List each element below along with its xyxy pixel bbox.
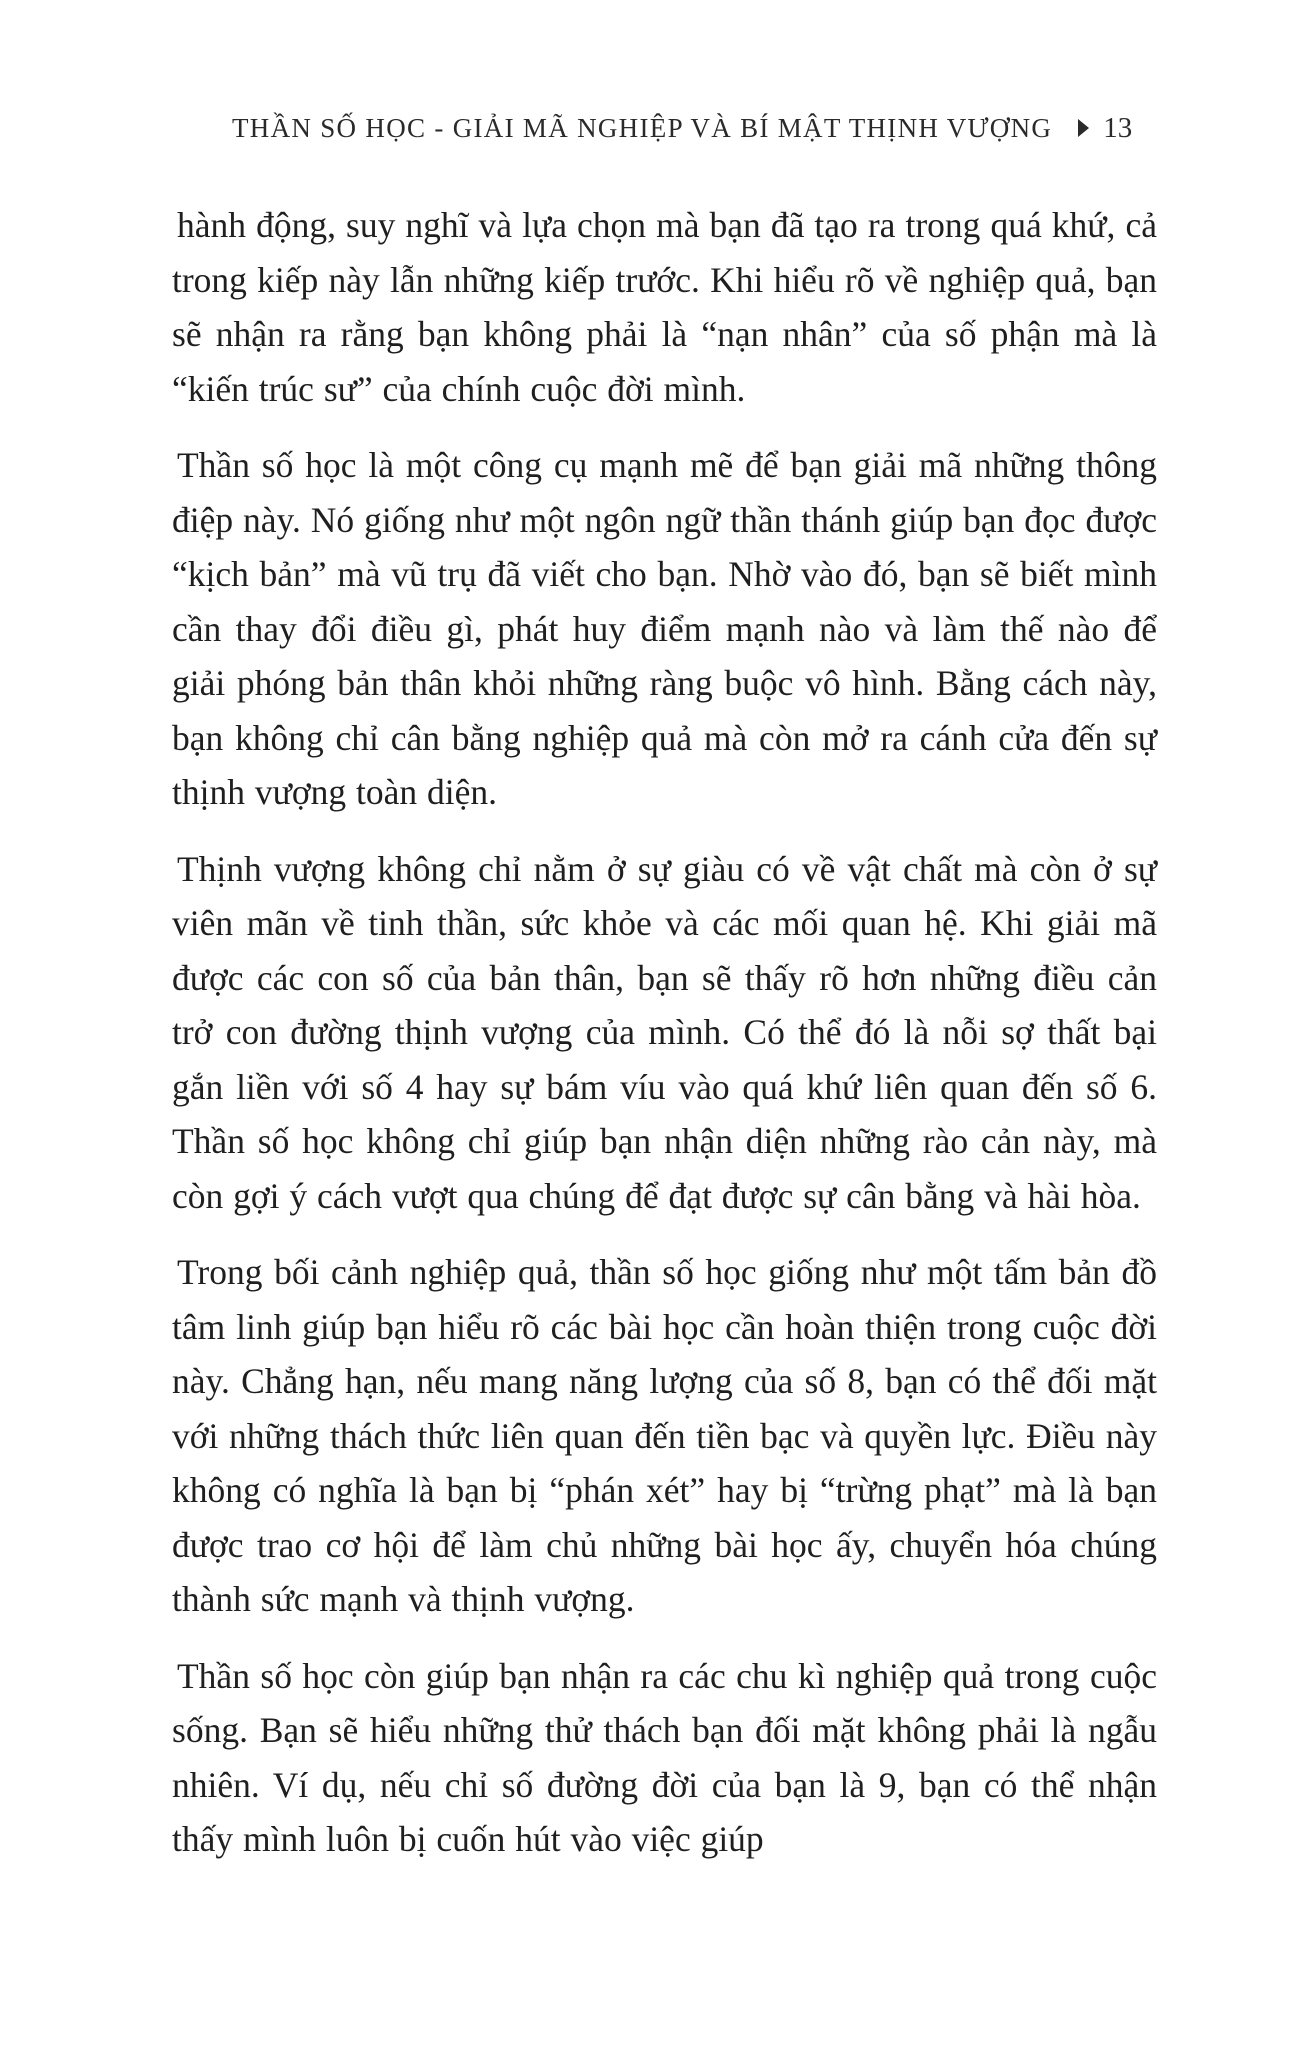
running-header-title: THẦN SỐ HỌC - GIẢI MÃ NGHIỆP VÀ BÍ MẬT THỊNH VƯỢNG — [232, 112, 1053, 143]
paragraph-4: Trong bối cảnh nghiệp quả, thần số học giống như một tấm bản đồ tâm linh giúp bạn hiểu rõ các bài học cần hoàn thiện trong cuộc đời này. Chẳng hạn, nếu mang năng lượng của số 8, bạn có thể đối mặt với những thách thức liên quan đến tiền bạc và quyền lực. Điều này không có nghĩa là bạn bị “phán xét” hay bị “trừng phạt” mà là bạn được trao cơ hội để làm chủ những bài học ấy, chuyển hóa chúng thành sức mạnh và thịnh vượng. — [172, 1252, 1157, 1619]
paragraph-1: hành động, suy nghĩ và lựa chọn mà bạn đã tạo ra trong quá khứ, cả trong kiếp này lẫn những kiếp trước. Khi hiểu rõ về nghiệp quả, bạn sẽ nhận ra rằng bạn không phải là “nạn nhân” của số phận mà là “kiến trúc sư” của chính cuộc đời mình. — [172, 205, 1157, 409]
paragraph-3: Thịnh vượng không chỉ nằm ở sự giàu có về vật chất mà còn ở sự viên mãn về tinh thần, sức khỏe và các mối quan hệ. Khi giải mã được các con số của bản thân, bạn sẽ thấy rõ hơn những điều cản trở con đường thịnh vượng của mình. Có thể đó là nỗi sợ thất bại gắn liền với số 4 hay sự bám víu vào quá khứ liên quan đến số 6. Thần số học không chỉ giúp bạn nhận diện những rào cản này, mà còn gợi ý cách vượt qua chúng để đạt được sự cân bằng và hài hòa. — [172, 848, 1157, 1216]
triangle-right-icon — [1078, 119, 1089, 137]
running-header — [232, 108, 1152, 148]
paragraph-2: Thần số học là một công cụ mạnh mẽ để bạn giải mã những thông điệp này. Nó giống như một ngôn ngữ thần thánh giúp bạn đọc được “kịch bản” mà vũ trụ đã viết cho bạn. Nhờ vào đó, bạn sẽ biết mình cần thay đổi điều gì, phát huy điểm mạnh nào và làm thế nào để giải phóng bản thân khỏi những ràng buộc vô hình. Bằng cách này, bạn không chỉ cân bằng nghiệp quả mà còn mở ra cánh cửa đến sự thịnh vượng toàn diện. — [172, 445, 1157, 812]
page-number: 13 — [1103, 111, 1133, 144]
body-text — [172, 198, 1157, 1889]
paragraph-5: Thần số học còn giúp bạn nhận ra các chu kì nghiệp quả trong cuộc sống. Bạn sẽ hiểu những thử thách bạn đối mặt không phải là ngẫu nhiên. Ví dụ, nếu chỉ số đường đời của bạn là 9, bạn có thể nhận thấy mình luôn bị cuốn hút vào việc giúp — [172, 1655, 1157, 1859]
